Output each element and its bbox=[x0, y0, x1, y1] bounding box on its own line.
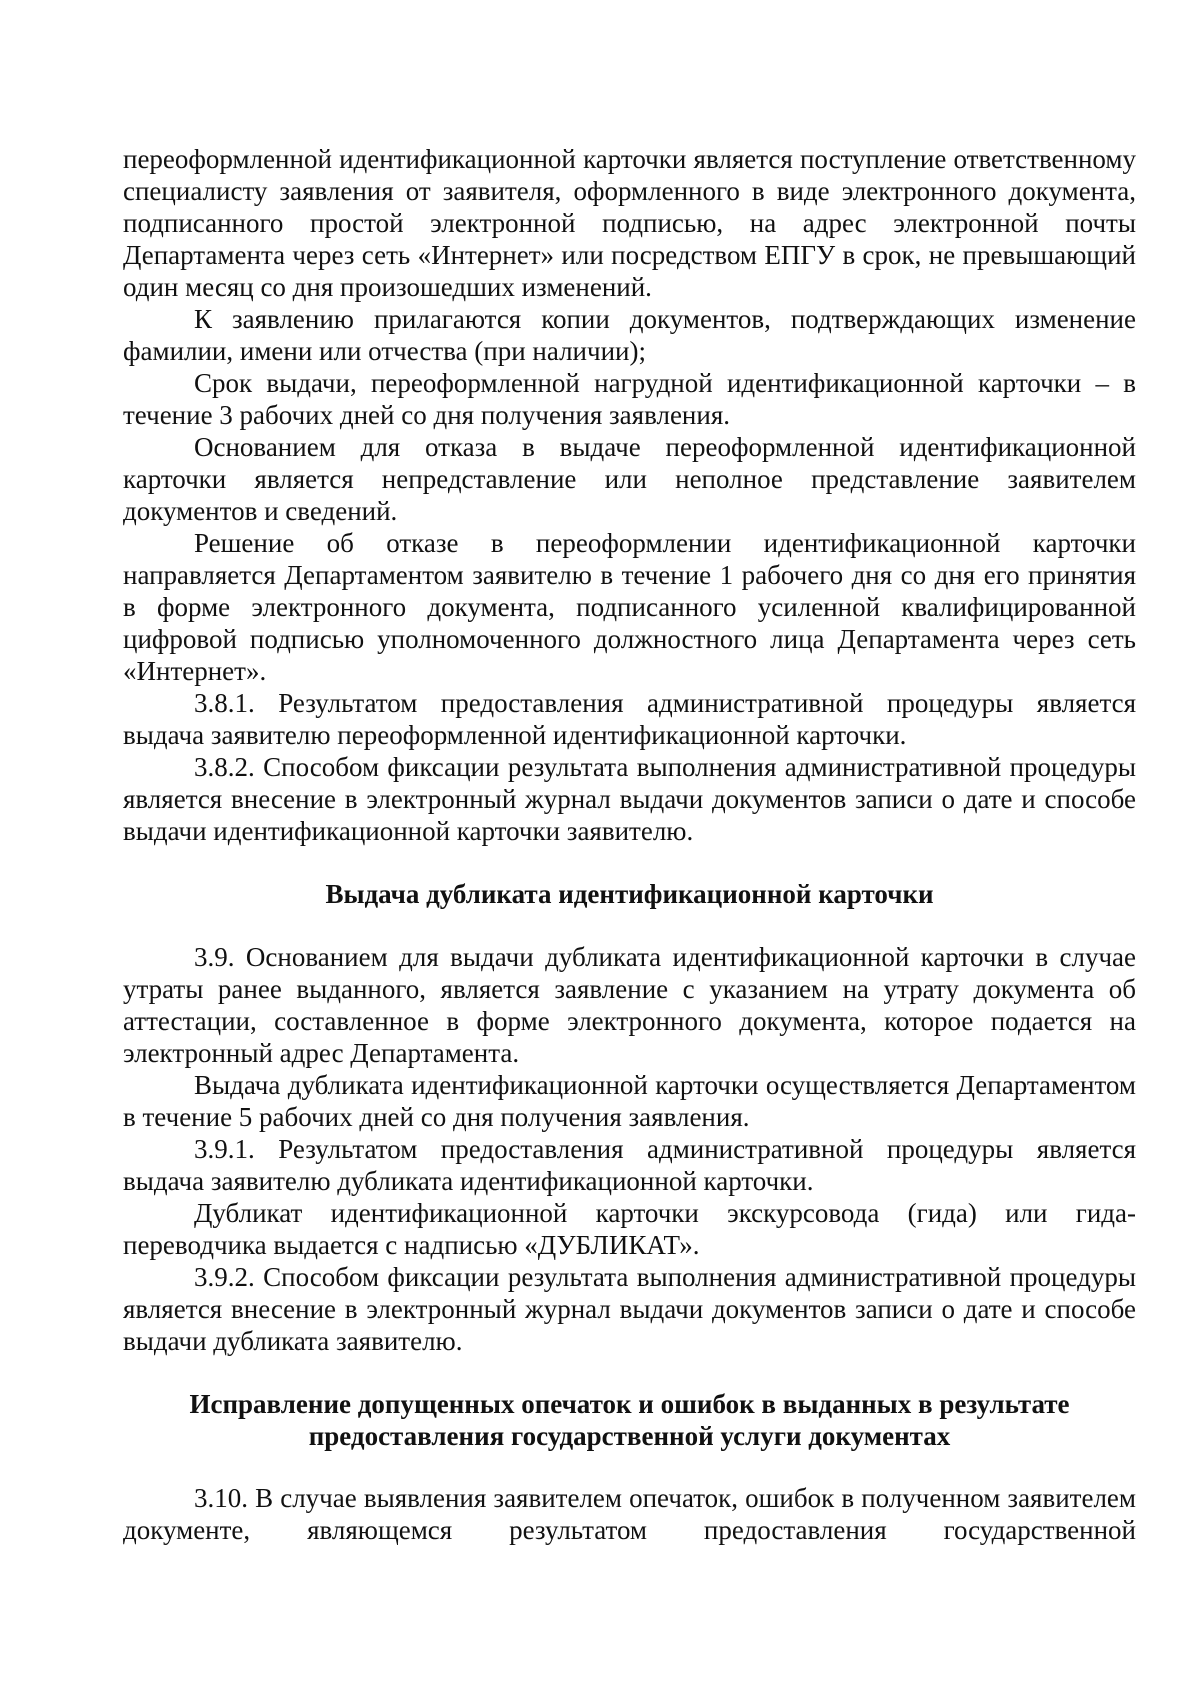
paragraph-3-10: 3.10. В случае выявления заявителем опечаток, ошибок в полученном заявителем документе, являющемся результатом предоставления государственной bbox=[123, 1483, 1136, 1545]
section-heading-corrections-line-1: Исправление допущенных опечаток и ошибок в выданных в результате bbox=[189, 1389, 1070, 1419]
paragraph-duplicate-stamp: Дубликат идентификационной карточки экскурсовода (гида) или гида-переводчика выдается с надписью «ДУБЛИКАТ». bbox=[123, 1198, 1136, 1260]
document-body bbox=[123, 143, 1136, 1546]
section-heading-duplicate: Выдача дубликата идентификационной карточки bbox=[325, 879, 934, 909]
section-heading-corrections-line-2: предоставления государственной услуги документах bbox=[308, 1421, 951, 1451]
paragraph-duplicate-term: Выдача дубликата идентификационной карточки осуществляется Департаментом в течение 5 рабочих дней со дня получения заявления. bbox=[123, 1070, 1136, 1132]
paragraph-continuation: переоформленной идентификационной карточки является поступление ответственному специалисту заявления от заявителя, оформленного в виде электронного документа, подписанного простой электронной подписью, на адрес электронной почты Департамента через сеть «Интернет» или посредством ЕПГУ в срок, не превышающий один месяц со дня произошедших изменений. bbox=[123, 144, 1136, 302]
paragraph-refusal-decision: Решение об отказе в переоформлении идентификационной карточки направляется Департаментом заявителю в течение 1 рабочего дня со дня его принятия в форме электронного документа, подписанного усиленной квалифицированной цифровой подписью уполномоченного должностного лица Департамента через сеть «Интернет». bbox=[123, 528, 1136, 686]
spacer bbox=[123, 847, 1136, 878]
spacer bbox=[123, 1357, 1136, 1388]
paragraph-3-9-1: 3.9.1. Результатом предоставления административной процедуры является выдача заявителю дубликата идентификационной карточки. bbox=[123, 1134, 1136, 1196]
paragraph-issue-term: Срок выдачи, переоформленной нагрудной идентификационной карточки – в течение 3 рабочих дней со дня получения заявления. bbox=[123, 368, 1136, 430]
paragraph-3-8-1: 3.8.1. Результатом предоставления административной процедуры является выдача заявителю переоформленной идентификационной карточки. bbox=[123, 688, 1136, 750]
paragraph-refusal-grounds: Основанием для отказа в выдаче переоформленной идентификационной карточки является непредставление или неполное представление заявителем документов и сведений. bbox=[123, 432, 1136, 526]
spacer bbox=[123, 910, 1136, 941]
paragraph-attachments: К заявлению прилагаются копии документов, подтверждающих изменение фамилии, имени или отчества (при наличии); bbox=[123, 304, 1136, 366]
paragraph-3-9-2: 3.9.2. Способом фиксации результата выполнения административной процедуры является внесение в электронный журнал выдачи документов записи о дате и способе выдачи дубликата заявителю. bbox=[123, 1262, 1136, 1356]
paragraph-3-8-2: 3.8.2. Способом фиксации результата выполнения административной процедуры является внесение в электронный журнал выдачи документов записи о дате и способе выдачи идентификационной карточки заявителю. bbox=[123, 752, 1136, 846]
spacer bbox=[123, 1452, 1136, 1482]
paragraph-3-9: 3.9. Основанием для выдачи дубликата идентификационной карточки в случае утраты ранее выданного, является заявление с указанием на утрату документа об аттестации, составленное в форме электронного документа, которое подается на электронный адрес Департамента. bbox=[123, 942, 1136, 1068]
